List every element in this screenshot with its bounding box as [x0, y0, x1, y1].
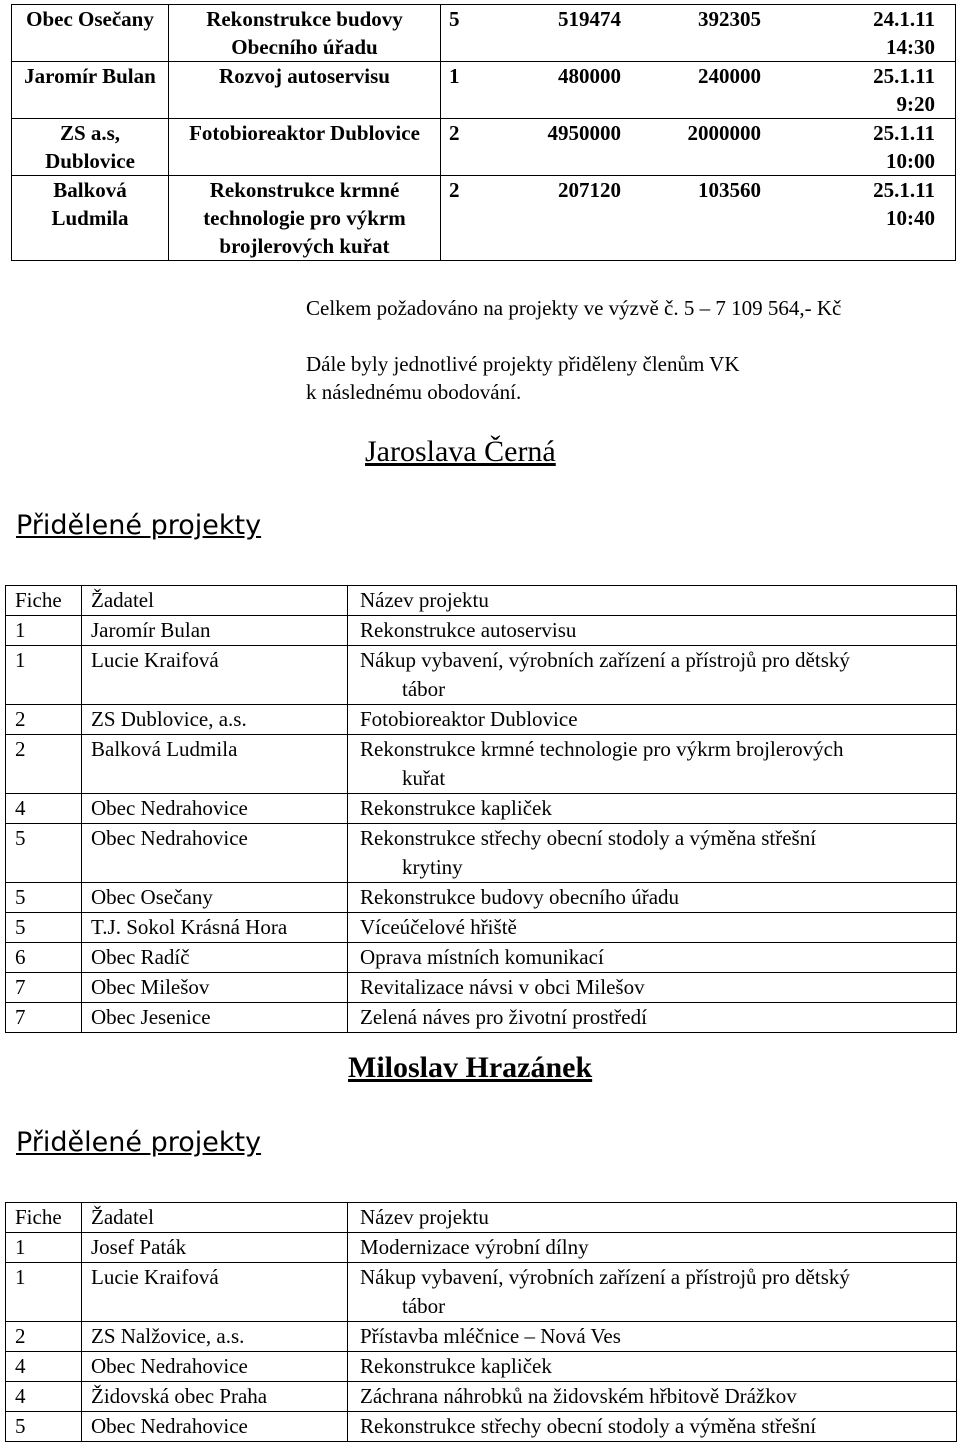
fiche-cell: 1: [6, 1263, 82, 1322]
submission-date: 24.1.11: [873, 7, 935, 31]
project-name-line: Oprava místních komunikací: [360, 945, 604, 969]
table-row: [12, 62, 956, 119]
header-applicant: Žadatel: [82, 1203, 348, 1233]
fiche-cell: 4: [6, 1352, 82, 1382]
fiche-cell: 7: [6, 973, 82, 1003]
project-name-cell: [348, 794, 957, 824]
spacer: [441, 33, 493, 61]
table-row: [6, 1412, 957, 1442]
applicant-cell: Lucie Kraifová: [82, 1263, 348, 1322]
header-applicant: Žadatel: [82, 586, 348, 616]
submission-time: 10:40: [886, 206, 935, 230]
table-row: [12, 5, 956, 62]
applicant-cell: Obec Nedrahovice: [82, 1352, 348, 1382]
spacer: [621, 204, 761, 232]
figures-line: [441, 90, 955, 118]
subsidy-amount: 392305: [698, 7, 761, 31]
project-name-cell: [348, 1322, 957, 1352]
project-name-line: Víceúčelové hřiště: [360, 915, 517, 939]
table-row: [6, 646, 957, 705]
spacer: [493, 90, 621, 118]
spacer: [621, 147, 761, 175]
applicant-cell: ZS Nalžovice, a.s.: [82, 1322, 348, 1352]
project-name-cell: [348, 1233, 957, 1263]
applicant-cell: Obec Nedrahovice: [82, 824, 348, 883]
project-name-cell: [348, 824, 957, 883]
project-cell: Fotobioreaktor Dublovice: [169, 119, 441, 176]
fiche-cell: 5: [6, 883, 82, 913]
fiche-value: 5: [449, 7, 460, 31]
table-row: [6, 943, 957, 973]
applicant-cell: ZS a.s, Dublovice: [12, 119, 169, 176]
project-name-line: Nákup vybavení, výrobních zařízení a přístrojů pro dětský: [360, 648, 850, 672]
table-row: [6, 824, 957, 883]
total-requested-text: Celkem požadováno na projekty ve výzvě č. 5 – 7 109 564,- Kč: [306, 296, 842, 320]
fiche-cell: 1: [6, 616, 82, 646]
applicant-cell: Jaromír Bulan: [12, 62, 169, 119]
table-header-row: [6, 1203, 957, 1233]
applicant-cell: Obec Nedrahovice: [82, 1412, 348, 1442]
fiche-cell: 2: [6, 735, 82, 794]
project-name-line: kuřat: [402, 766, 446, 790]
project-name-line: Záchrana náhrobků na židovském hřbitově Drážkov: [360, 1384, 797, 1408]
fiche-cell: 4: [6, 1382, 82, 1412]
spacer: [441, 147, 493, 175]
requested-amount: 480000: [558, 64, 621, 88]
submitted-projects-table: [11, 4, 956, 261]
submission-time: 14:30: [886, 35, 935, 59]
table-row: [6, 1003, 957, 1033]
table-row: [6, 1263, 957, 1322]
figures-line: [441, 147, 955, 175]
applicant-cell: Obec Radíč: [82, 943, 348, 973]
project-name-line: Modernizace výrobní dílny: [360, 1235, 589, 1259]
project-name-line: Rekonstrukce budovy obecního úřadu: [360, 885, 680, 909]
table-row: [6, 1233, 957, 1263]
project-name-line: tábor: [402, 677, 446, 701]
fiche-cell: 5: [6, 1412, 82, 1442]
table-row: [6, 1352, 957, 1382]
project-name-cell: [348, 1003, 957, 1033]
figures-line: [441, 119, 955, 147]
figures-line: [441, 33, 955, 61]
fiche-cell: 7: [6, 1003, 82, 1033]
table-row: [6, 705, 957, 735]
spacer: [493, 33, 621, 61]
applicant-cell: Obec Milešov: [82, 973, 348, 1003]
figures-line: [441, 176, 955, 204]
header-fiche: Fiche: [6, 1203, 82, 1233]
subsidy-amount: 2000000: [687, 121, 761, 145]
applicant-cell: Lucie Kraifová: [82, 646, 348, 705]
fiche-value: 2: [449, 178, 460, 202]
project-name-line: Rekonstrukce střechy obecní stodoly a výměna střešní: [360, 826, 817, 850]
applicant-cell: Obec Jesenice: [82, 1003, 348, 1033]
fiche-value: 1: [449, 64, 460, 88]
figures-cell: [441, 62, 956, 119]
fiche-cell: 1: [6, 646, 82, 705]
project-name-cell: [348, 1263, 957, 1322]
project-name-line: Zelená náves pro životní prostředí: [360, 1005, 647, 1029]
subsidy-amount: 103560: [698, 178, 761, 202]
project-name-cell: [348, 646, 957, 705]
project-name-cell: [348, 735, 957, 794]
project-name-line: Revitalizace návsi v obci Milešov: [360, 975, 645, 999]
spacer: [441, 204, 493, 232]
fiche-value: 2: [449, 121, 460, 145]
spacer: [493, 147, 621, 175]
table-row: [12, 119, 956, 176]
table-row: [12, 176, 956, 261]
project-name-line: Přístavba mléčnice – Nová Ves: [360, 1324, 621, 1348]
figures-cell: [441, 176, 956, 261]
figures-cell: [441, 119, 956, 176]
spacer: [441, 90, 493, 118]
project-name-line: Rekonstrukce autoservisu: [360, 618, 577, 642]
requested-amount: 207120: [558, 178, 621, 202]
submission-date: 25.1.11: [873, 121, 935, 145]
assigned-projects-table: [5, 585, 957, 1033]
header-project: Název projektu: [348, 1203, 957, 1233]
member-name-heading: Jaroslava Černá: [365, 435, 556, 468]
project-name-cell: [348, 1412, 957, 1442]
project-name-cell: [348, 705, 957, 735]
project-name-line: tábor: [402, 1294, 446, 1318]
requested-amount: 4950000: [547, 121, 621, 145]
assigned-projects-label: Přidělené projekty: [16, 1127, 262, 1158]
table-row: [6, 616, 957, 646]
project-name-cell: [348, 943, 957, 973]
applicant-cell: T.J. Sokol Krásná Hora: [82, 913, 348, 943]
project-cell: Rekonstrukce krmné technologie pro výkrm brojlerových kuřat: [169, 176, 441, 261]
project-name-line: Rekonstrukce střechy obecní stodoly a výměna střešní: [360, 1414, 817, 1438]
figures-cell: [441, 5, 956, 62]
fiche-cell: 4: [6, 794, 82, 824]
figures-line: [441, 204, 955, 232]
info-line-2: k následnému obodování.: [306, 380, 522, 404]
figures-line: [441, 5, 955, 33]
assigned-projects-table: [5, 1202, 957, 1442]
fiche-cell: 6: [6, 943, 82, 973]
applicant-cell: Obec Osečany: [12, 5, 169, 62]
fiche-cell: 2: [6, 705, 82, 735]
project-name-cell: [348, 1352, 957, 1382]
submission-date: 25.1.11: [873, 178, 935, 202]
project-name-cell: [348, 883, 957, 913]
applicant-cell: Obec Nedrahovice: [82, 794, 348, 824]
project-name-cell: [348, 973, 957, 1003]
applicant-cell: Josef Paták: [82, 1233, 348, 1263]
project-cell: Rekonstrukce budovy Obecního úřadu: [169, 5, 441, 62]
applicant-cell: Jaromír Bulan: [82, 616, 348, 646]
figures-line: [441, 62, 955, 90]
applicant-cell: Balková Ludmila: [82, 735, 348, 794]
fiche-cell: 2: [6, 1322, 82, 1352]
info-line-1: Dále byly jednotlivé projekty přiděleny členům VK: [306, 352, 740, 376]
table-row: [6, 913, 957, 943]
subsidy-amount: 240000: [698, 64, 761, 88]
applicant-cell: Obec Osečany: [82, 883, 348, 913]
table-row: [6, 973, 957, 1003]
project-name-cell: [348, 616, 957, 646]
project-name-line: Fotobioreaktor Dublovice: [360, 707, 578, 731]
project-name-line: Rekonstrukce kapliček: [360, 1354, 552, 1378]
assigned-projects-label: Přidělené projekty: [16, 510, 262, 541]
table-row: [6, 1382, 957, 1412]
spacer: [621, 33, 761, 61]
fiche-cell: 5: [6, 824, 82, 883]
spacer: [621, 90, 761, 118]
applicant-cell: ZS Dublovice, a.s.: [82, 705, 348, 735]
requested-amount: 519474: [558, 7, 621, 31]
project-name-line: Rekonstrukce krmné technologie pro výkrm brojlerových: [360, 737, 844, 761]
table-row: [6, 735, 957, 794]
submission-time: 10:00: [886, 149, 935, 173]
table-row: [6, 883, 957, 913]
table-header-row: [6, 586, 957, 616]
fiche-cell: 5: [6, 913, 82, 943]
project-cell: Rozvoj autoservisu: [169, 62, 441, 119]
project-name-line: krytiny: [402, 855, 463, 879]
spacer: [493, 204, 621, 232]
fiche-cell: 1: [6, 1233, 82, 1263]
applicant-cell: Balková Ludmila: [12, 176, 169, 261]
project-name-cell: [348, 913, 957, 943]
project-name-cell: [348, 1382, 957, 1412]
header-fiche: Fiche: [6, 586, 82, 616]
header-project: Název projektu: [348, 586, 957, 616]
submission-date: 25.1.11: [873, 64, 935, 88]
project-name-line: Nákup vybavení, výrobních zařízení a přístrojů pro dětský: [360, 1265, 850, 1289]
member-name-heading: Miloslav Hrazánek: [348, 1051, 593, 1084]
project-name-line: Rekonstrukce kapliček: [360, 796, 552, 820]
submission-time: 9:20: [896, 92, 935, 116]
table-row: [6, 1322, 957, 1352]
table-row: [6, 794, 957, 824]
applicant-cell: Židovská obec Praha: [82, 1382, 348, 1412]
